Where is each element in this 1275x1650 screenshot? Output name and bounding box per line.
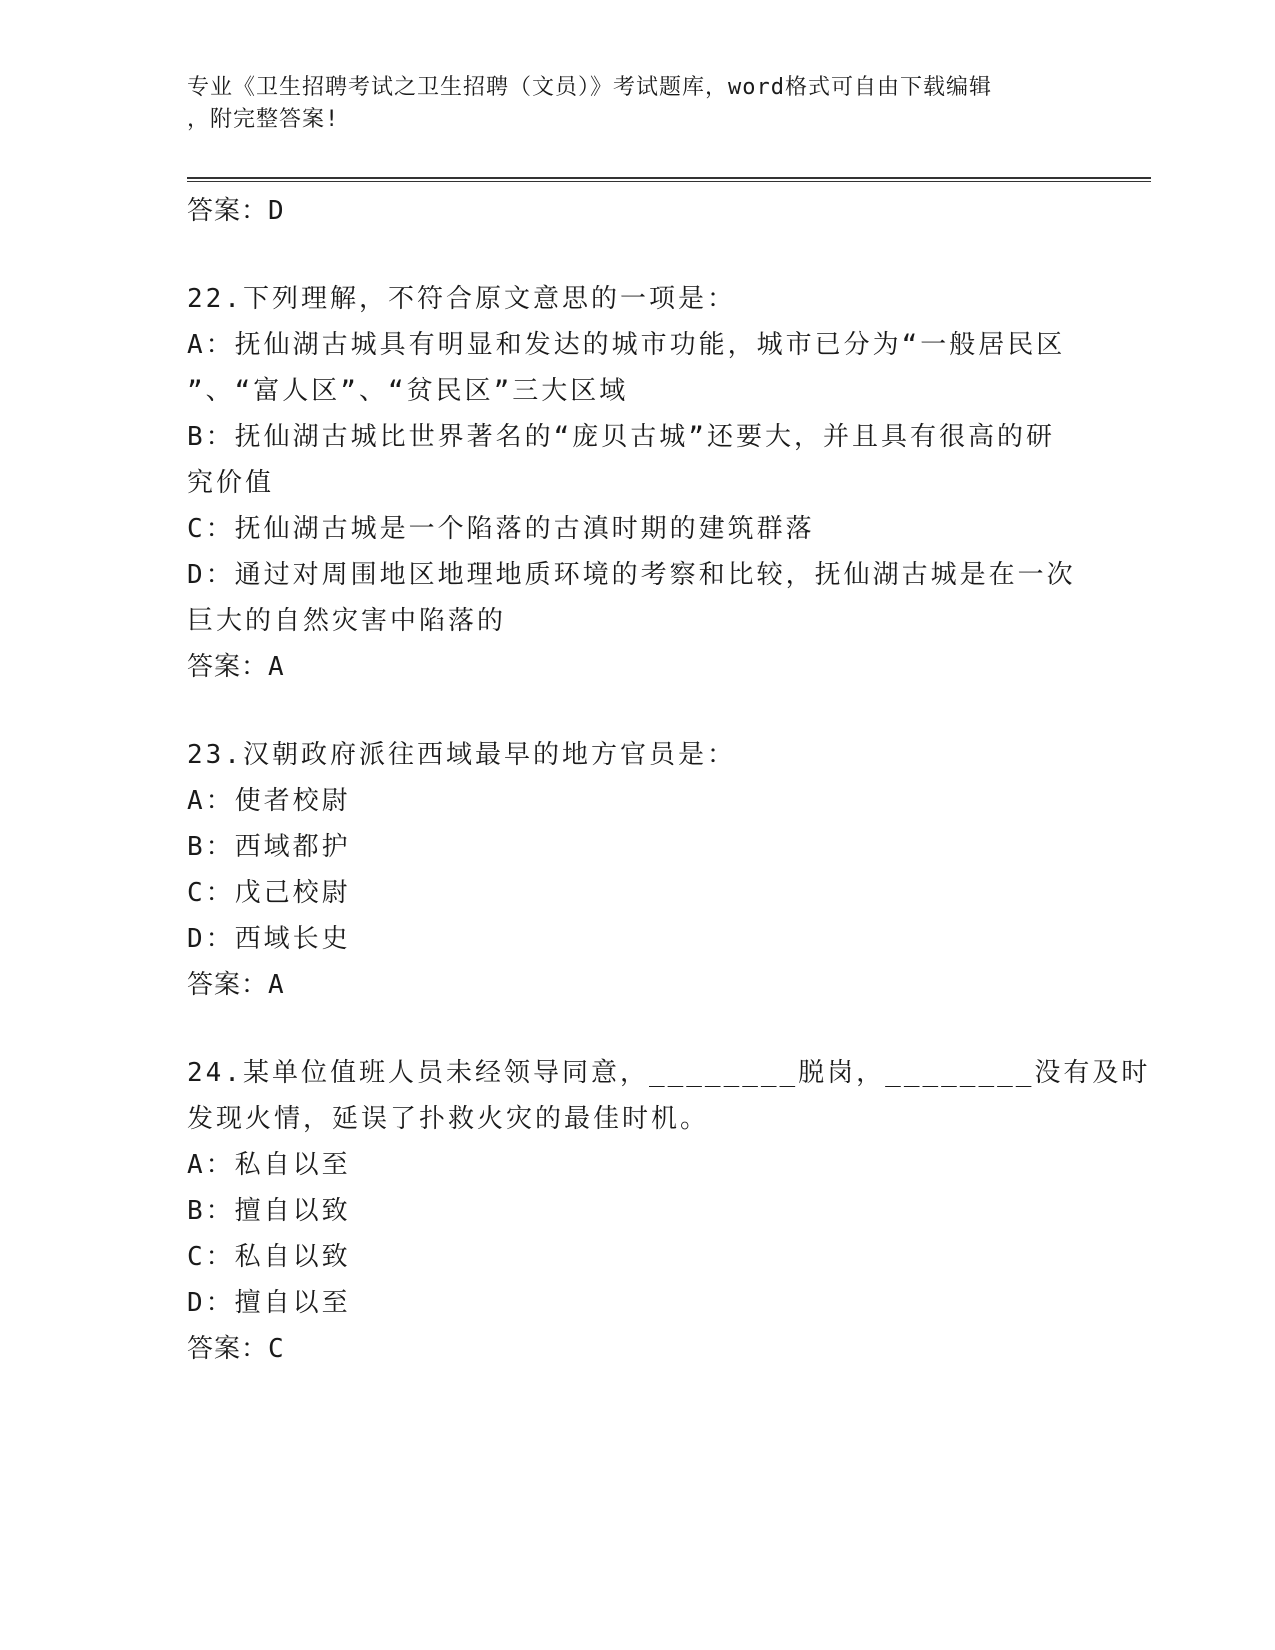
question-22	[187, 276, 1087, 690]
answer: 答案：C	[187, 1334, 285, 1364]
question-stem: 24.某单位值班人员未经领导同意，________脱岗，________没有及时	[187, 1058, 1151, 1088]
option-c: C：戊己校尉	[187, 878, 351, 908]
previous-answer: 答案：D	[187, 196, 285, 226]
header-line-1: 专业《卫生招聘考试之卫生招聘（文员）》考试题库，word格式可自由下载编辑	[187, 75, 992, 100]
header-line-2: ，附完整答案!	[187, 107, 340, 132]
option-c: C：私自以致	[187, 1242, 351, 1272]
option-c: C：抚仙湖古城是一个陷落的古滇时期的建筑群落	[187, 514, 815, 544]
question-stem: 22.下列理解，不符合原文意思的一项是：	[187, 284, 736, 314]
option-a: A：抚仙湖古城具有明显和发达的城市功能，城市已分为“一般居民区	[187, 330, 1066, 360]
option-d: D：擅自以至	[187, 1288, 351, 1318]
question-23	[187, 732, 1087, 1008]
answer: 答案：A	[187, 970, 285, 1000]
answer: 答案：A	[187, 652, 285, 682]
option-b-cont: 究价值	[187, 468, 275, 498]
option-a: A：使者校尉	[187, 786, 351, 816]
option-b: B：抚仙湖古城比世界著名的“庞贝古城”还要大，并且具有很高的研	[187, 422, 1055, 452]
question-stem: 23.汉朝政府派往西域最早的地方官员是：	[187, 740, 736, 770]
document-header	[187, 72, 1067, 136]
question-24	[187, 1050, 1151, 1372]
option-a-cont: ”、“富人区”、“贫民区”三大区域	[187, 376, 629, 406]
header-divider	[187, 177, 1151, 182]
document-body	[187, 188, 1151, 1372]
option-b: B：西域都护	[187, 832, 351, 862]
option-d: D：通过对周围地区地理地质环境的考察和比较，抚仙湖古城是在一次	[187, 560, 1076, 590]
option-a: A：私自以至	[187, 1150, 351, 1180]
option-d: D：西域长史	[187, 924, 351, 954]
question-stem-cont: 发现火情，延误了扑救火灾的最佳时机。	[187, 1104, 710, 1134]
option-b: B：擅自以致	[187, 1196, 351, 1226]
option-d-cont: 巨大的自然灾害中陷落的	[187, 606, 507, 636]
